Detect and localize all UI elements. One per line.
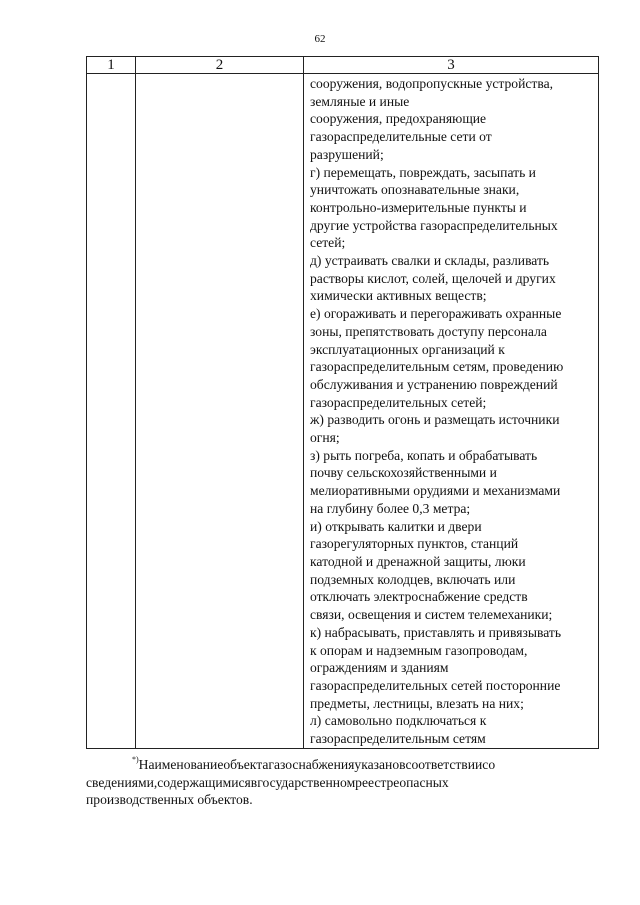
column-3-line: растворы кислот, солей, щелочей и других (310, 270, 556, 286)
column-3-line: и) открывать калитки и двери (310, 518, 482, 534)
column-3-line: контрольно-измерительные пункты и (310, 199, 527, 215)
column-3-line: сооружения, предохраняющие (310, 111, 487, 127)
column-3-line: ж) разводить огонь и размещать источники (310, 412, 560, 428)
footnote (86, 756, 598, 809)
column-3-line: сооружения, водопропускные устройства, (310, 76, 554, 91)
table-row (87, 74, 599, 749)
column-3-line: газорегуляторных пунктов, станций (310, 536, 519, 552)
column-3-line: подземных колодцев, включать или (310, 571, 516, 587)
column-3-line: на глубину более 0,3 метра; (310, 500, 471, 516)
footnote-word: сведениями, (86, 774, 158, 790)
column-3-line: другие устройства газораспределительных (310, 217, 558, 233)
column-3-line: отключать электроснабжение средств (310, 589, 528, 605)
footnote-word-text: Наименование (138, 757, 224, 772)
footnote-word: соответствии (405, 757, 483, 772)
footnote-line-1 (86, 756, 598, 774)
column-3-line: л) самовольно подключаться к (310, 713, 487, 729)
column-1-cell (87, 74, 136, 749)
column-3-line: огня; (310, 430, 340, 446)
column-3-line: химически активных веществ; (310, 288, 487, 304)
footnote-word: газоснабжения (268, 757, 355, 772)
column-3-line: з) рыть погреба, копать и обрабатывать (310, 447, 538, 463)
column-3-line: эксплуатационных организаций к (310, 341, 505, 357)
column-3-line: уничтожать опознавательные знаки, (310, 182, 520, 198)
page-number: 62 (314, 33, 326, 45)
column-3-line: газораспределительных сетей посторонние (310, 677, 561, 693)
column-3-line: обслуживания и устранению повреждений (310, 376, 558, 392)
column-3-line: е) огораживать и перегораживать охранные (310, 306, 562, 322)
column-3-cell (304, 74, 599, 749)
footnote-word: государственном (257, 774, 356, 790)
column-3-line: зоны, препятствовать доступу персонала (310, 323, 547, 339)
column-3-line: газораспределительных сетей; (310, 394, 487, 410)
column-3-line: сетей; (310, 235, 346, 251)
column-3-line: предметы, лестницы, влезать на них; (310, 695, 524, 711)
column-header-2: 2 (136, 57, 304, 74)
footnote-word: указано (354, 757, 400, 772)
table-header-row (87, 57, 599, 74)
footnote-line-2 (86, 774, 598, 792)
column-3-line: катодной и дренажной защиты, люки (310, 553, 526, 569)
footnote-word: объекта (223, 757, 269, 772)
footnote-word: в (399, 757, 406, 772)
column-3-line: разрушений; (310, 146, 384, 162)
column-header-1: 1 (87, 57, 136, 74)
footnote-line-3: производственных объектов. (86, 792, 253, 807)
column-2-cell (136, 74, 304, 749)
footnote-word: в (250, 774, 258, 790)
column-3-line: газораспределительные сети от (310, 129, 492, 145)
column-3-line: д) устраивать свалки и склады, разливать (310, 253, 550, 269)
footnote-word: реестре (355, 774, 400, 790)
column-3-line: газораспределительным сетям, проведению (310, 359, 564, 375)
footnote-word: содержащимися (157, 774, 251, 790)
footnote-word (132, 757, 223, 772)
footnote-mark: *) (132, 755, 139, 764)
column-3-line: г) перемещать, повреждать, засыпать и (310, 164, 536, 180)
column-header-3: 3 (304, 57, 599, 74)
column-3-text (304, 74, 598, 748)
footnote-word: со (482, 757, 496, 772)
column-3-line: почву сельскохозяйственными и (310, 465, 497, 481)
column-3-line: к опорам и надземным газопроводам, (310, 642, 528, 658)
column-3-line: земляные и иные (310, 93, 410, 109)
column-3-line: мелиоративными орудиями и механизмами (310, 483, 561, 499)
column-3-line: к) набрасывать, приставлять и привязывать (310, 624, 562, 640)
column-3-line: газораспределительным сетям (310, 731, 486, 747)
document-table (86, 56, 599, 749)
column-3-line: связи, освещения и систем телемеханики; (310, 607, 553, 623)
footnote-word: опасных (399, 774, 449, 790)
column-3-line: ограждениям и зданиям (310, 660, 449, 676)
